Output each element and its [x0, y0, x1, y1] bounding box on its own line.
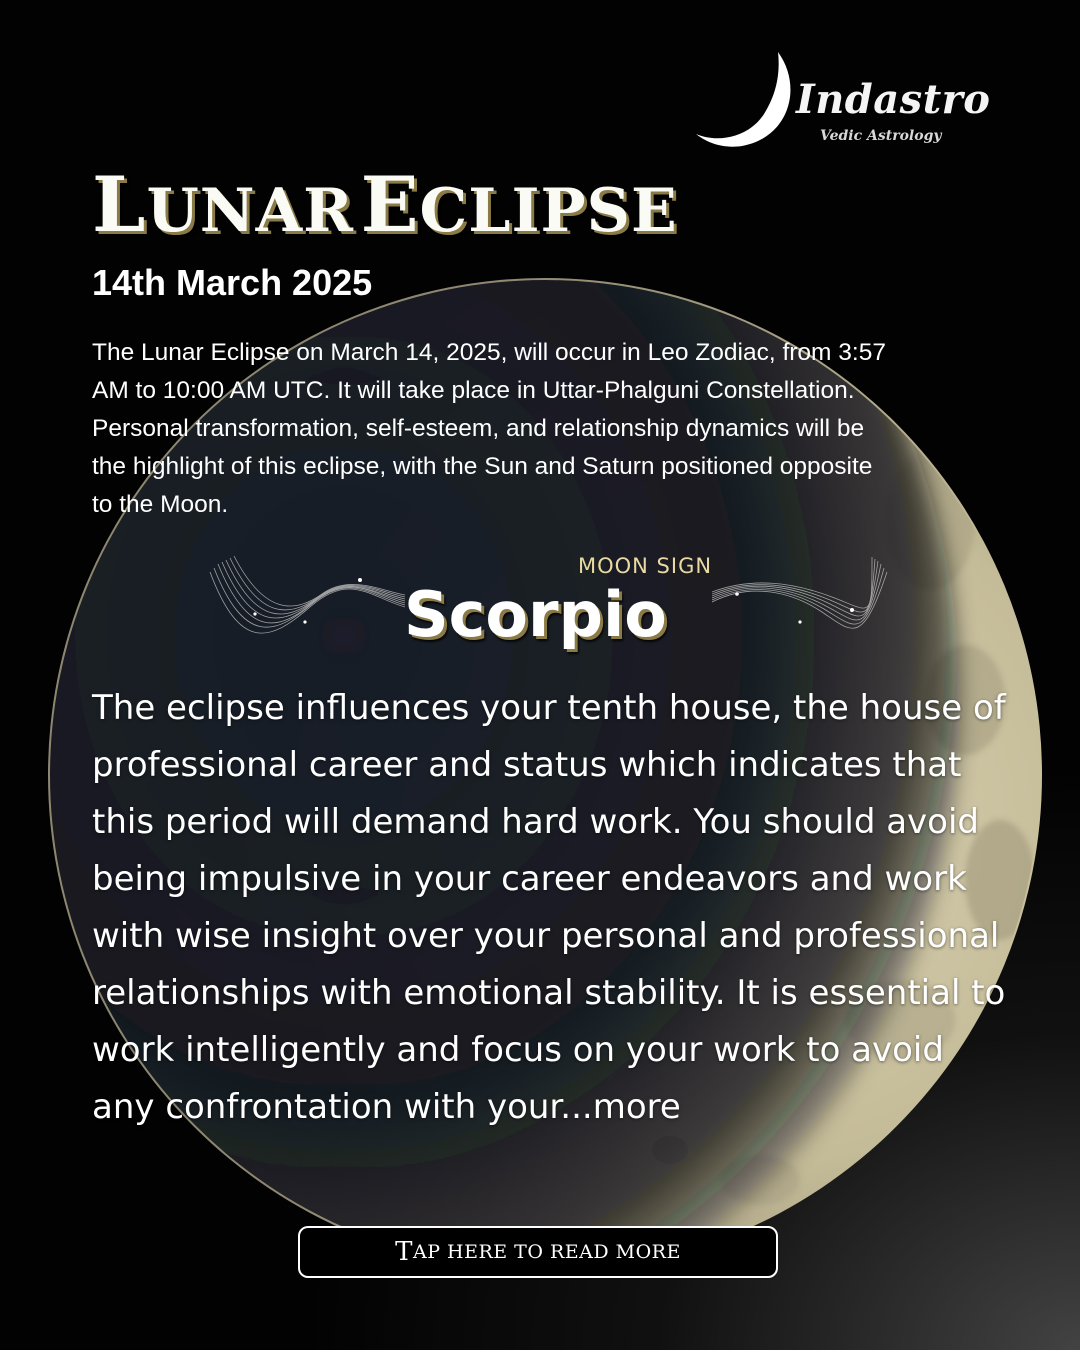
- right-wave-ornament: [712, 552, 892, 652]
- brand-tagline: Vedic Astrology: [820, 128, 942, 144]
- title-initial-l: L: [92, 160, 147, 249]
- crescent-moon-icon: [692, 48, 802, 158]
- title-word-clipse: CLIPSE: [419, 176, 678, 246]
- read-more-button[interactable]: [298, 1226, 778, 1278]
- eclipse-date: 14th March 2025: [92, 262, 373, 303]
- read-more-label: AP HERE TO READ MORE: [412, 1241, 681, 1263]
- brand-logo: [692, 48, 1022, 158]
- title-word-unar: UNAR: [146, 176, 355, 246]
- intro-paragraph: The Lunar Eclipse on March 14, 2025, will occur in Leo Zodiac, from 3:57 AM to 10:00 AM UTC. It will take place in Uttar-Phalguni Constellation. Personal transformation, self-esteem, and relationship dynamics will be the highlight of this eclipse, with the Sun and Saturn positioned opposite to the Moon.: [92, 339, 886, 518]
- prediction-text: The eclipse influences your tenth house, the house of professional career and status which indicates that this period will demand hard work. You should avoid being impulsive in your career endeavors and work with wise insight over your personal and professional relationships with emotional stability. It is essential to work intelligently and focus on your work to avoid any confrontation with your...more: [92, 688, 1006, 1127]
- page-title: [92, 160, 678, 249]
- zodiac-sign-name: Scorpio: [404, 578, 667, 651]
- brand-name: Indastro: [796, 76, 991, 123]
- left-wave-ornament: [200, 552, 410, 652]
- title-initial-e: E: [360, 160, 420, 249]
- read-more-initial: T: [395, 1237, 413, 1267]
- moon-sign-label: MOON SIGN: [578, 554, 713, 578]
